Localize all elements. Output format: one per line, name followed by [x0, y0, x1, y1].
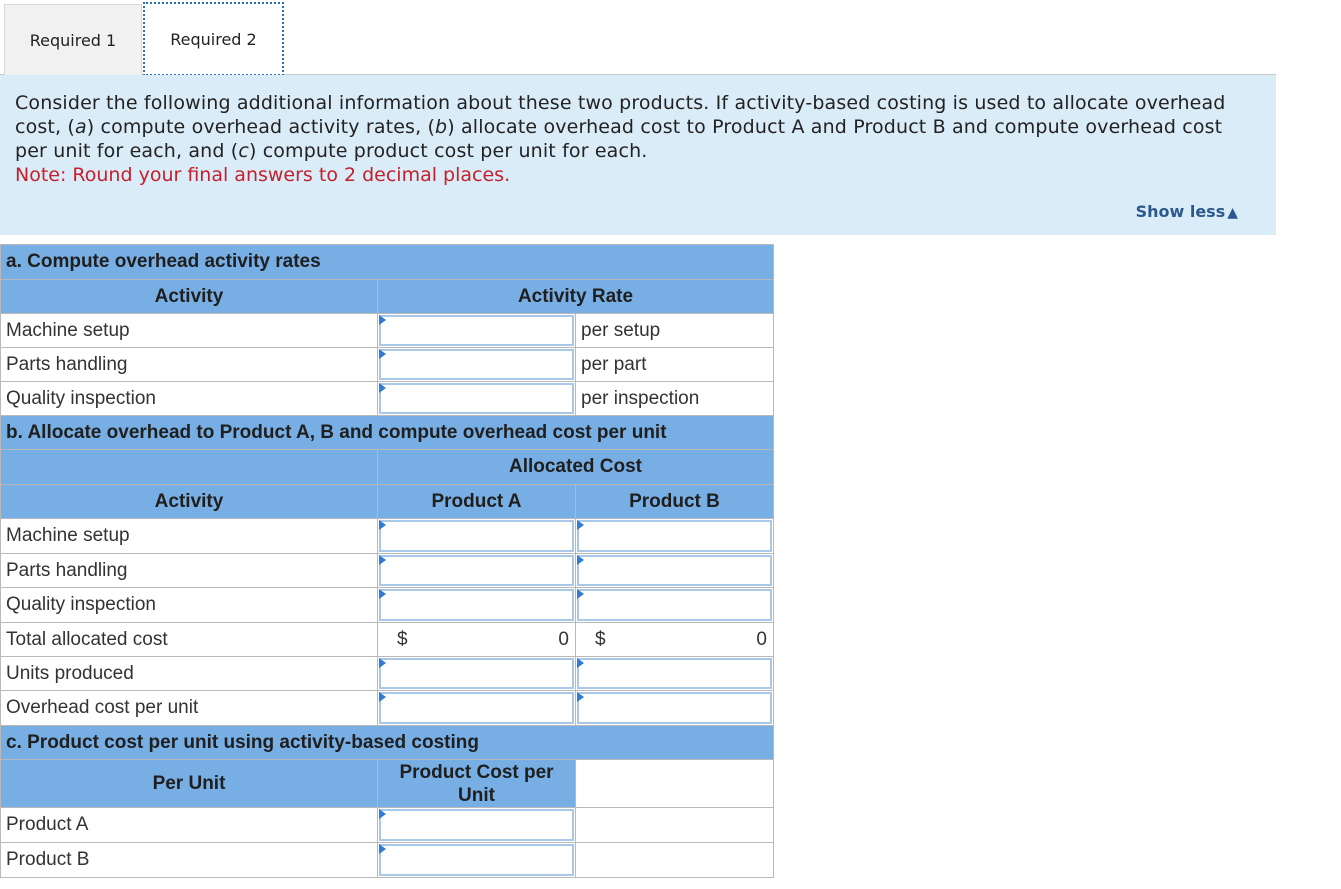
- section-c-title: c. Product cost per unit using activity-based costing: [1, 726, 774, 760]
- blank-header: [1, 450, 378, 485]
- product-b-header: Product B: [576, 485, 774, 519]
- quality-inspection-product-a-input[interactable]: [381, 591, 572, 619]
- units-b-cell: [576, 657, 774, 691]
- product-a-header: Product A: [378, 485, 576, 519]
- overhead-per-unit-product-a-input[interactable]: [381, 694, 572, 722]
- machine-setup-rate-cell: [378, 314, 576, 348]
- parts-handling-rate-cell: [378, 348, 576, 382]
- quality-inspection-a-cell: [378, 588, 576, 623]
- unit-label: per setup: [576, 314, 774, 348]
- row-label: Machine setup: [1, 519, 378, 554]
- blank-cell: [576, 843, 774, 878]
- row-label: Total allocated cost: [1, 623, 378, 657]
- tab-required-1[interactable]: Required 1: [4, 4, 142, 75]
- row-label: Parts handling: [1, 554, 378, 588]
- currency-symbol: $: [397, 629, 408, 650]
- overhead-a-cell: [378, 691, 576, 726]
- product-a-cost-per-unit-input[interactable]: [381, 811, 572, 839]
- unit-label: per part: [576, 348, 774, 382]
- parts-handling-b-cell: [576, 554, 774, 588]
- total-product-a-value: 0: [558, 629, 569, 650]
- machine-setup-product-b-input[interactable]: [579, 522, 770, 550]
- quality-inspection-rate-input[interactable]: [381, 385, 572, 412]
- answer-grid: [0, 244, 774, 878]
- quality-inspection-product-b-input[interactable]: [579, 591, 770, 619]
- row-label: Overhead cost per unit: [1, 691, 378, 726]
- units-a-cell: [378, 657, 576, 691]
- product-b-cost-cell: [378, 843, 576, 878]
- tab-bar: [0, 0, 1276, 75]
- activity-header: Activity: [1, 485, 378, 519]
- row-label: Product A: [1, 808, 378, 843]
- row-label: Machine setup: [1, 314, 378, 348]
- parts-handling-rate-input[interactable]: [381, 351, 572, 378]
- machine-setup-rate-input[interactable]: [381, 317, 572, 344]
- overhead-b-cell: [576, 691, 774, 726]
- instructions-panel: [0, 75, 1276, 235]
- activity-rate-header: Activity Rate: [378, 280, 774, 314]
- product-cost-per-unit-header: Product Cost per Unit: [378, 760, 576, 808]
- parts-handling-product-a-input[interactable]: [381, 557, 572, 584]
- row-label: Parts handling: [1, 348, 378, 382]
- machine-setup-a-cell: [378, 519, 576, 554]
- show-less-link[interactable]: Show less ▲: [1135, 202, 1238, 221]
- row-label: Units produced: [1, 657, 378, 691]
- machine-setup-product-a-input[interactable]: [381, 522, 572, 550]
- instructions-text: Consider the following additional information about these two products. If activity-based costing is used to allocate overhead cost, (a) compute overhead activity rates, (b) allocate overhead cost to Product A and Product B and compute overhead cost per unit for each, and (c) compute product cost per unit for each.: [15, 92, 1226, 162]
- unit-label: per inspection: [576, 382, 774, 416]
- triangle-up-icon: ▲: [1227, 205, 1238, 221]
- section-a-title: a. Compute overhead activity rates: [1, 245, 774, 280]
- row-label: Quality inspection: [1, 382, 378, 416]
- quality-inspection-rate-cell: [378, 382, 576, 416]
- parts-handling-a-cell: [378, 554, 576, 588]
- row-label: Product B: [1, 843, 378, 878]
- overhead-per-unit-product-b-input[interactable]: [579, 694, 770, 722]
- per-unit-header: Per Unit: [1, 760, 378, 808]
- parts-handling-product-b-input[interactable]: [579, 557, 770, 584]
- section-b-title: b. Allocate overhead to Product A, B and compute overhead cost per unit: [1, 416, 774, 450]
- blank-cell: [576, 760, 774, 808]
- total-product-a-cell: [378, 623, 576, 657]
- product-a-cost-cell: [378, 808, 576, 843]
- total-product-b-cell: [576, 623, 774, 657]
- blank-cell: [576, 808, 774, 843]
- row-label: Quality inspection: [1, 588, 378, 623]
- rounding-note: Note: Round your final answers to 2 decimal places.: [15, 164, 511, 186]
- activity-header: Activity: [1, 280, 378, 314]
- machine-setup-b-cell: [576, 519, 774, 554]
- total-product-b-value: 0: [756, 629, 767, 650]
- product-b-cost-per-unit-input[interactable]: [381, 846, 572, 874]
- units-product-a-input[interactable]: [381, 660, 572, 687]
- allocated-cost-header: Allocated Cost: [378, 450, 774, 485]
- tab-required-2[interactable]: Required 2: [143, 2, 284, 76]
- units-product-b-input[interactable]: [579, 660, 770, 687]
- currency-symbol: $: [595, 629, 606, 650]
- quality-inspection-b-cell: [576, 588, 774, 623]
